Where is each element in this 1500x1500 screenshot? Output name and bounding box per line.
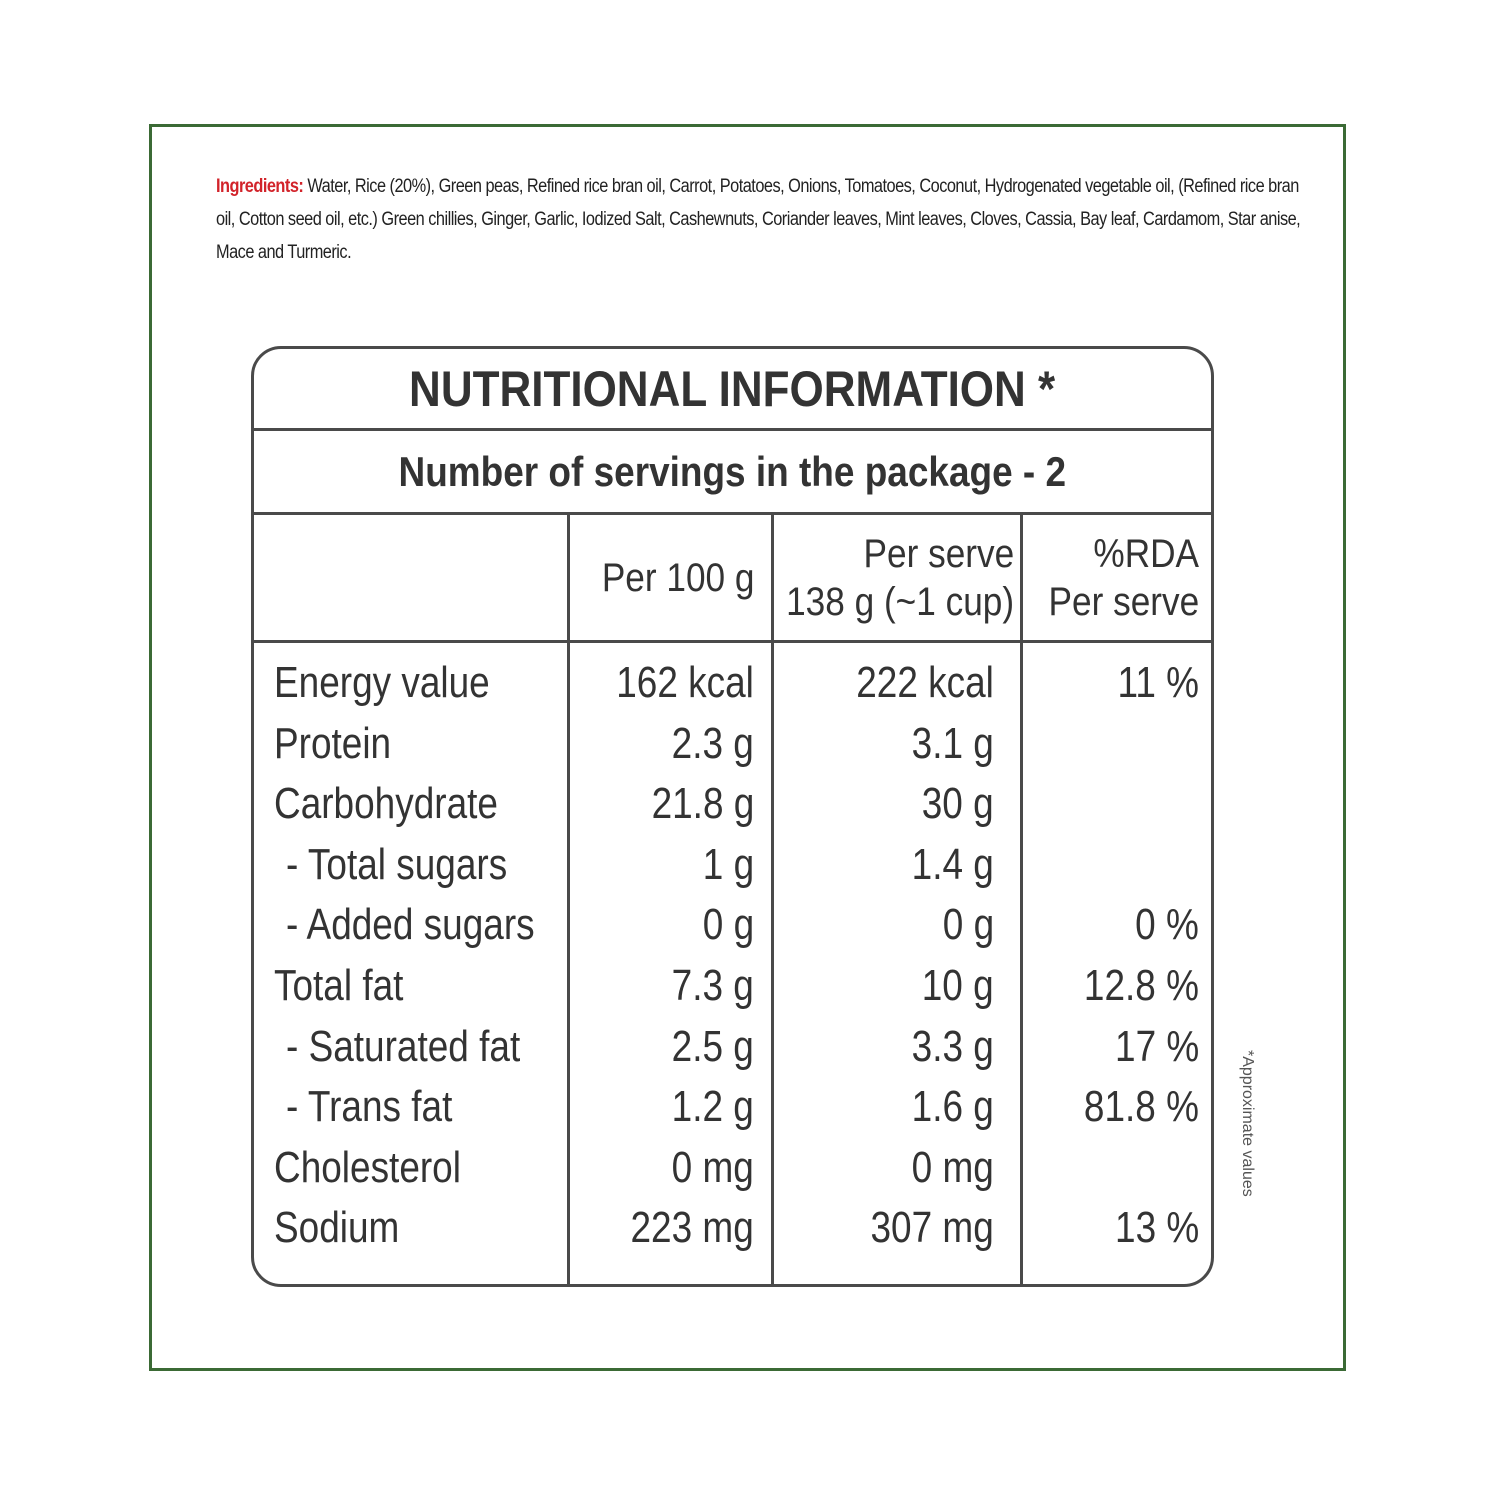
value-per-serve: 10 g: [922, 960, 994, 1010]
table-row: [254, 643, 1211, 707]
header-serve-size: 138 g (~1 cup): [786, 579, 1014, 624]
value-per-100g: 1 g: [702, 839, 754, 889]
value-per-serve: 3.3 g: [911, 1021, 994, 1071]
servings-count: Number of servings in the package - 2: [398, 447, 1067, 495]
value-per-serve: 0 g: [942, 900, 994, 950]
header-rda-per-serve: Per serve: [1048, 579, 1199, 624]
table-row: [254, 825, 1211, 889]
value-rda: 0 %: [1135, 900, 1199, 950]
value-rda: 17 %: [1114, 1021, 1199, 1071]
value-rda: 11 %: [1117, 658, 1199, 707]
nutrition-title: NUTRITIONAL INFORMATION *: [409, 360, 1056, 417]
value-per-100g: 7.3 g: [671, 960, 754, 1010]
table-row: [254, 1067, 1211, 1132]
ingredients-text: [216, 170, 1306, 269]
value-per-100g: 0 g: [702, 900, 754, 950]
table-header-row: [254, 515, 1211, 643]
value-rda: 12.8 %: [1083, 960, 1199, 1010]
value-rda: [1023, 780, 1199, 828]
servings-row: [254, 431, 1211, 515]
nutrient-name: Total fat: [274, 960, 404, 1010]
value-rda: [1023, 1144, 1199, 1192]
value-per-serve: 30 g: [922, 779, 994, 829]
nutrient-name: Cholesterol: [274, 1142, 461, 1192]
nutrient-name: Energy value: [274, 658, 490, 707]
nutrition-title-row: [254, 349, 1211, 431]
value-per-100g: 162 kcal: [616, 658, 754, 707]
table-row: [254, 1128, 1211, 1192]
value-per-serve: 0 mg: [911, 1142, 994, 1192]
ingredients-list: Water, Rice (20%), Green peas, Refined rice bran oil, Carrot, Potatoes, Onions, Tomatoes, Coconut, Hydrogenated vegetable oil, (Refined rice bran oil, Cotton seed oil, etc.) Green chillies, Ginger, Garlic, Iodized Salt, Cashewnuts, Coriander leaves, Mint leaves, Cloves, Cassia, Bay leaf, Cardamom, Star anise, Mace and Turmeric.: [216, 176, 1301, 263]
footnote-approximate-values: [1238, 1050, 1258, 1280]
value-rda: 13 %: [1114, 1203, 1199, 1253]
value-per-100g: 2.3 g: [671, 718, 754, 768]
table-row: [254, 1007, 1211, 1071]
value-rda: 81.8 %: [1083, 1082, 1199, 1132]
header-rda-label: %RDA: [1093, 531, 1199, 576]
value-per-100g: 2.5 g: [671, 1021, 754, 1071]
value-per-serve: 1.4 g: [911, 839, 994, 889]
nutrient-name: Carbohydrate: [274, 779, 498, 829]
table-row: [254, 704, 1211, 768]
value-per-100g: 0 mg: [671, 1142, 754, 1192]
nutrient-rows: [254, 643, 1211, 1253]
footnote-text: *Approximate values: [1239, 1050, 1256, 1197]
nutrient-name: - Added sugars: [286, 900, 535, 950]
value-rda: [1023, 841, 1199, 889]
table-row: [254, 1188, 1211, 1253]
nutrition-panel: [251, 346, 1214, 1287]
header-rda: [1023, 515, 1199, 640]
value-per-serve: 307 mg: [870, 1203, 994, 1253]
table-row: [254, 764, 1211, 829]
nutrient-name: Sodium: [274, 1203, 400, 1253]
nutrient-name: Protein: [274, 718, 392, 768]
value-per-serve: 3.1 g: [911, 718, 994, 768]
table-row: [254, 946, 1211, 1010]
table-row: [254, 885, 1211, 950]
ingredients-label: Ingredients:: [216, 176, 304, 197]
value-per-100g: 21.8 g: [651, 779, 754, 829]
nutrient-name: - Trans fat: [286, 1082, 453, 1132]
nutrient-name: - Saturated fat: [286, 1021, 521, 1071]
value-per-serve: 1.6 g: [911, 1082, 994, 1132]
header-per-serve-label: Per serve: [863, 531, 1014, 576]
header-per-serve: [774, 515, 1014, 640]
header-per-100g-label: Per 100 g: [601, 555, 754, 600]
nutrient-name: - Total sugars: [286, 839, 508, 889]
value-per-serve: 222 kcal: [856, 658, 994, 707]
header-per-100g: [570, 515, 754, 640]
value-per-100g: 223 mg: [630, 1203, 754, 1253]
value-rda: [1023, 720, 1199, 768]
value-per-100g: 1.2 g: [671, 1082, 754, 1132]
